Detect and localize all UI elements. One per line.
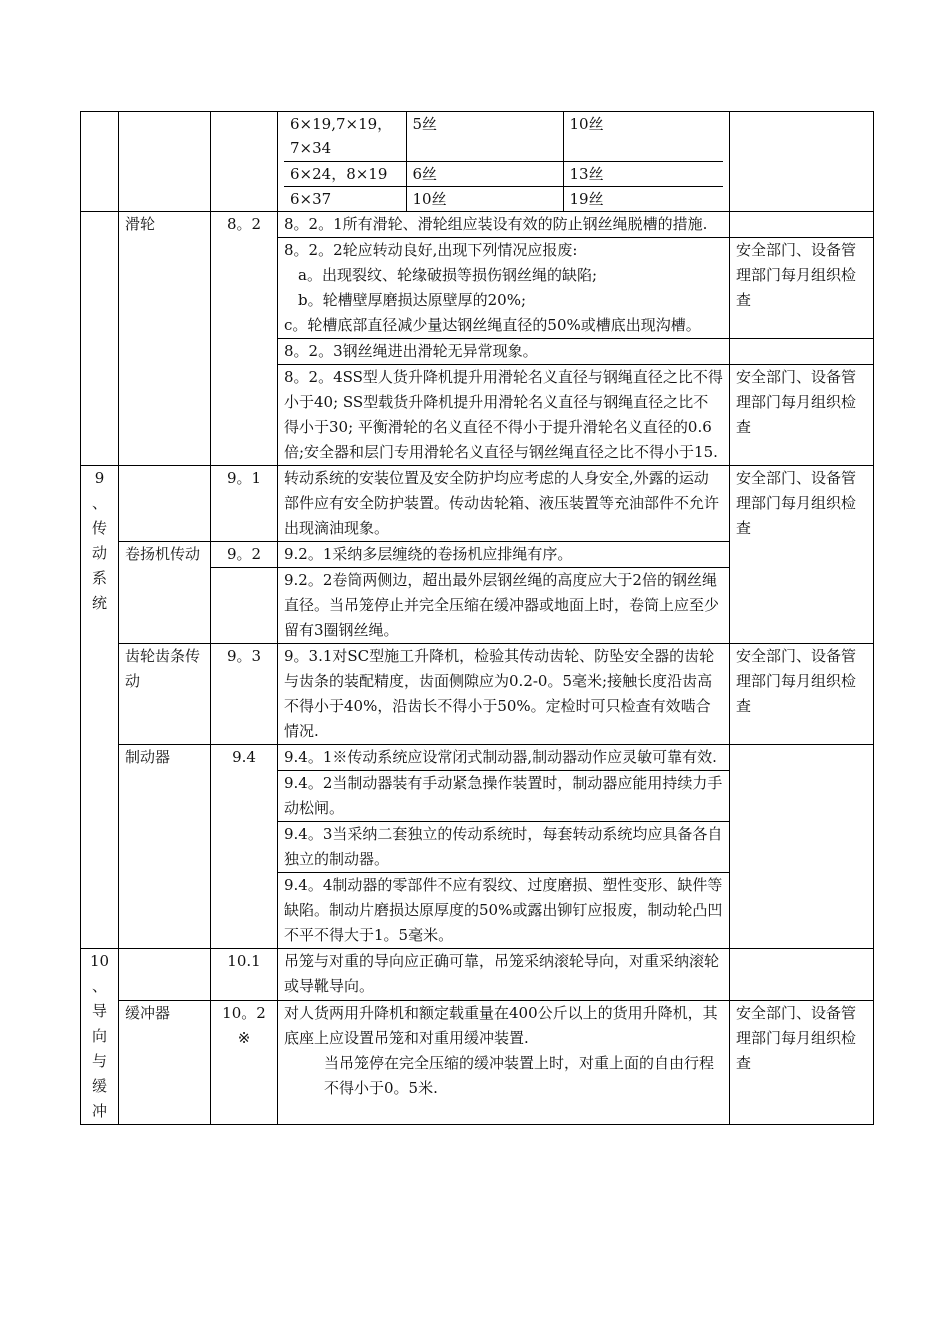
table-row <box>81 643 874 744</box>
requirement-text: 9.2。2卷筒两侧边，超出最外层钢丝绳的高度应大于2倍的钢丝绳直径。当吊笼停止并完全压缩在缓冲器或地面上时，卷筒上应至少留有3圈钢丝绳。 <box>278 567 730 643</box>
requirement-text: 9.4。3当采纳二套独立的传动系统时，每套转动系统均应具备各自独立的制动器。 <box>278 821 730 872</box>
requirement-text: 9。3.1对SC型施工升降机，检验其传动齿轮、防坠安全器的齿轮与齿条的装配精度，齿面侧隙应为0.2-0。5毫米;接触长度沿齿高不得小于40%，沿齿长不得小于50%。定检时可只检查有效啮合情况. <box>278 643 730 744</box>
item-code: 9。3 <box>211 643 278 744</box>
requirement-text: 8。2。2轮应转动良好,出现下列情况应报废: a。出现裂纹、轮缘破损等损伤钢丝绳的缺陷; b。轮槽壁厚磨损达原壁厚的20%; c。轮槽底部直径减少量达钢丝绳直径的50%或槽底出现沟槽。 <box>278 237 730 338</box>
requirement-text: 吊笼与对重的导向应正确可靠，吊笼采纳滚轮导向，对重采纳滚轮或导靴导向。 <box>278 948 730 1000</box>
table-row <box>81 948 874 1000</box>
item-code: 8。2 <box>211 211 278 465</box>
rope-value: 6丝 <box>406 161 563 186</box>
requirement-text: 9.4。1※传动系统应设常闭式制动器,制动器动作应灵敏可靠有效. <box>278 744 730 770</box>
item-name: 制动器 <box>119 744 211 948</box>
rope-value: 19丝 <box>563 186 723 211</box>
check-responsibility: 安全部门、设备管理部门每月组织检查 <box>730 465 874 643</box>
rope-type: 6×24，8×19 <box>284 161 406 186</box>
check-responsibility: 安全部门、设备管理部门每月组织检查 <box>730 643 874 744</box>
rope-type: 6×37 <box>284 186 406 211</box>
requirement-text: 8。2。1所有滑轮、滑轮组应装设有效的防止钢丝绳脱槽的措施. <box>278 211 730 237</box>
table-row <box>284 186 723 211</box>
table-row <box>284 161 723 186</box>
rope-value: 5丝 <box>406 112 563 161</box>
check-responsibility: 安全部门、设备管理部门每月组织检查 <box>730 237 874 338</box>
table-row <box>81 211 874 237</box>
requirement-text: 9.4。4制动器的零部件不应有裂纹、过度磨损、塑性变形、缺件等缺陷。制动片磨损达原厚度的50%或露出铆钉应报废，制动轮凸凹不平不得大于1。5毫米。 <box>278 872 730 948</box>
requirement-text: 9.2。1采纳多层缠绕的卷扬机应排绳有序。 <box>278 541 730 567</box>
section-transmission: 9 、 传 动 系 统 <box>81 465 119 948</box>
table-row <box>81 1000 874 1124</box>
item-code: 9。2 <box>211 541 278 567</box>
section-guide-buffer: 10 、 导 向 与 缓 冲 <box>81 948 119 1124</box>
check-responsibility: 安全部门、设备管理部门每月组织检查 <box>730 364 874 465</box>
item-code: 9.4 <box>211 744 278 948</box>
table-row <box>284 112 723 161</box>
requirement-text: 8。2。4SS型人货升降机提升用滑轮名义直径与钢绳直径之比不得小于40; SS型载货升降机提升用滑轮名义直径与钢绳直径之比不得小于30; 平衡滑轮的名义直径不得小于提升滑轮名义直径的0.6倍;安全器和层门专用滑轮名义直径与钢丝绳直径之比不得小于15. <box>278 364 730 465</box>
rope-subtable-cell <box>278 112 730 212</box>
inspection-table <box>80 111 874 1125</box>
item-code: 10。2 ※ <box>211 1000 278 1124</box>
table-row <box>81 112 874 212</box>
requirement-text: 8。2。3钢丝绳进出滑轮无异常现象。 <box>278 338 730 364</box>
check-responsibility: 安全部门、设备管理部门每月组织检查 <box>730 1000 874 1124</box>
requirement-text: 转动系统的安装位置及安全防护均应考虑的人身安全,外露的运动部件应有安全防护装置。传动齿轮箱、液压装置等充油部件不允许出现滴油现象。 <box>278 465 730 541</box>
item-name: 缓冲器 <box>119 1000 211 1124</box>
item-name: 滑轮 <box>119 211 211 465</box>
requirement-text: 对人货两用升降机和额定载重量在400公斤以上的货用升降机，其底座上应设置吊笼和对重用缓冲装置. 当吊笼停在完全压缩的缓冲装置上时，对重上面的自由行程不得小于0。5米. <box>278 1000 730 1124</box>
item-code: 10.1 <box>211 948 278 1000</box>
table-row <box>81 465 874 541</box>
requirement-text: 9.4。2当制动器装有手动紧急操作装置时，制动器应能用持续力手动松闸。 <box>278 770 730 821</box>
rope-value: 10丝 <box>563 112 723 161</box>
rope-value: 13丝 <box>563 161 723 186</box>
item-name: 齿轮齿条传动 <box>119 643 211 744</box>
item-code: 9。1 <box>211 465 278 541</box>
table-row <box>81 744 874 770</box>
rope-subtable <box>284 112 723 211</box>
rope-value: 10丝 <box>406 186 563 211</box>
item-name: 卷扬机传动 <box>119 541 211 643</box>
rope-type: 6×19,7×19，7×34 <box>284 112 406 161</box>
